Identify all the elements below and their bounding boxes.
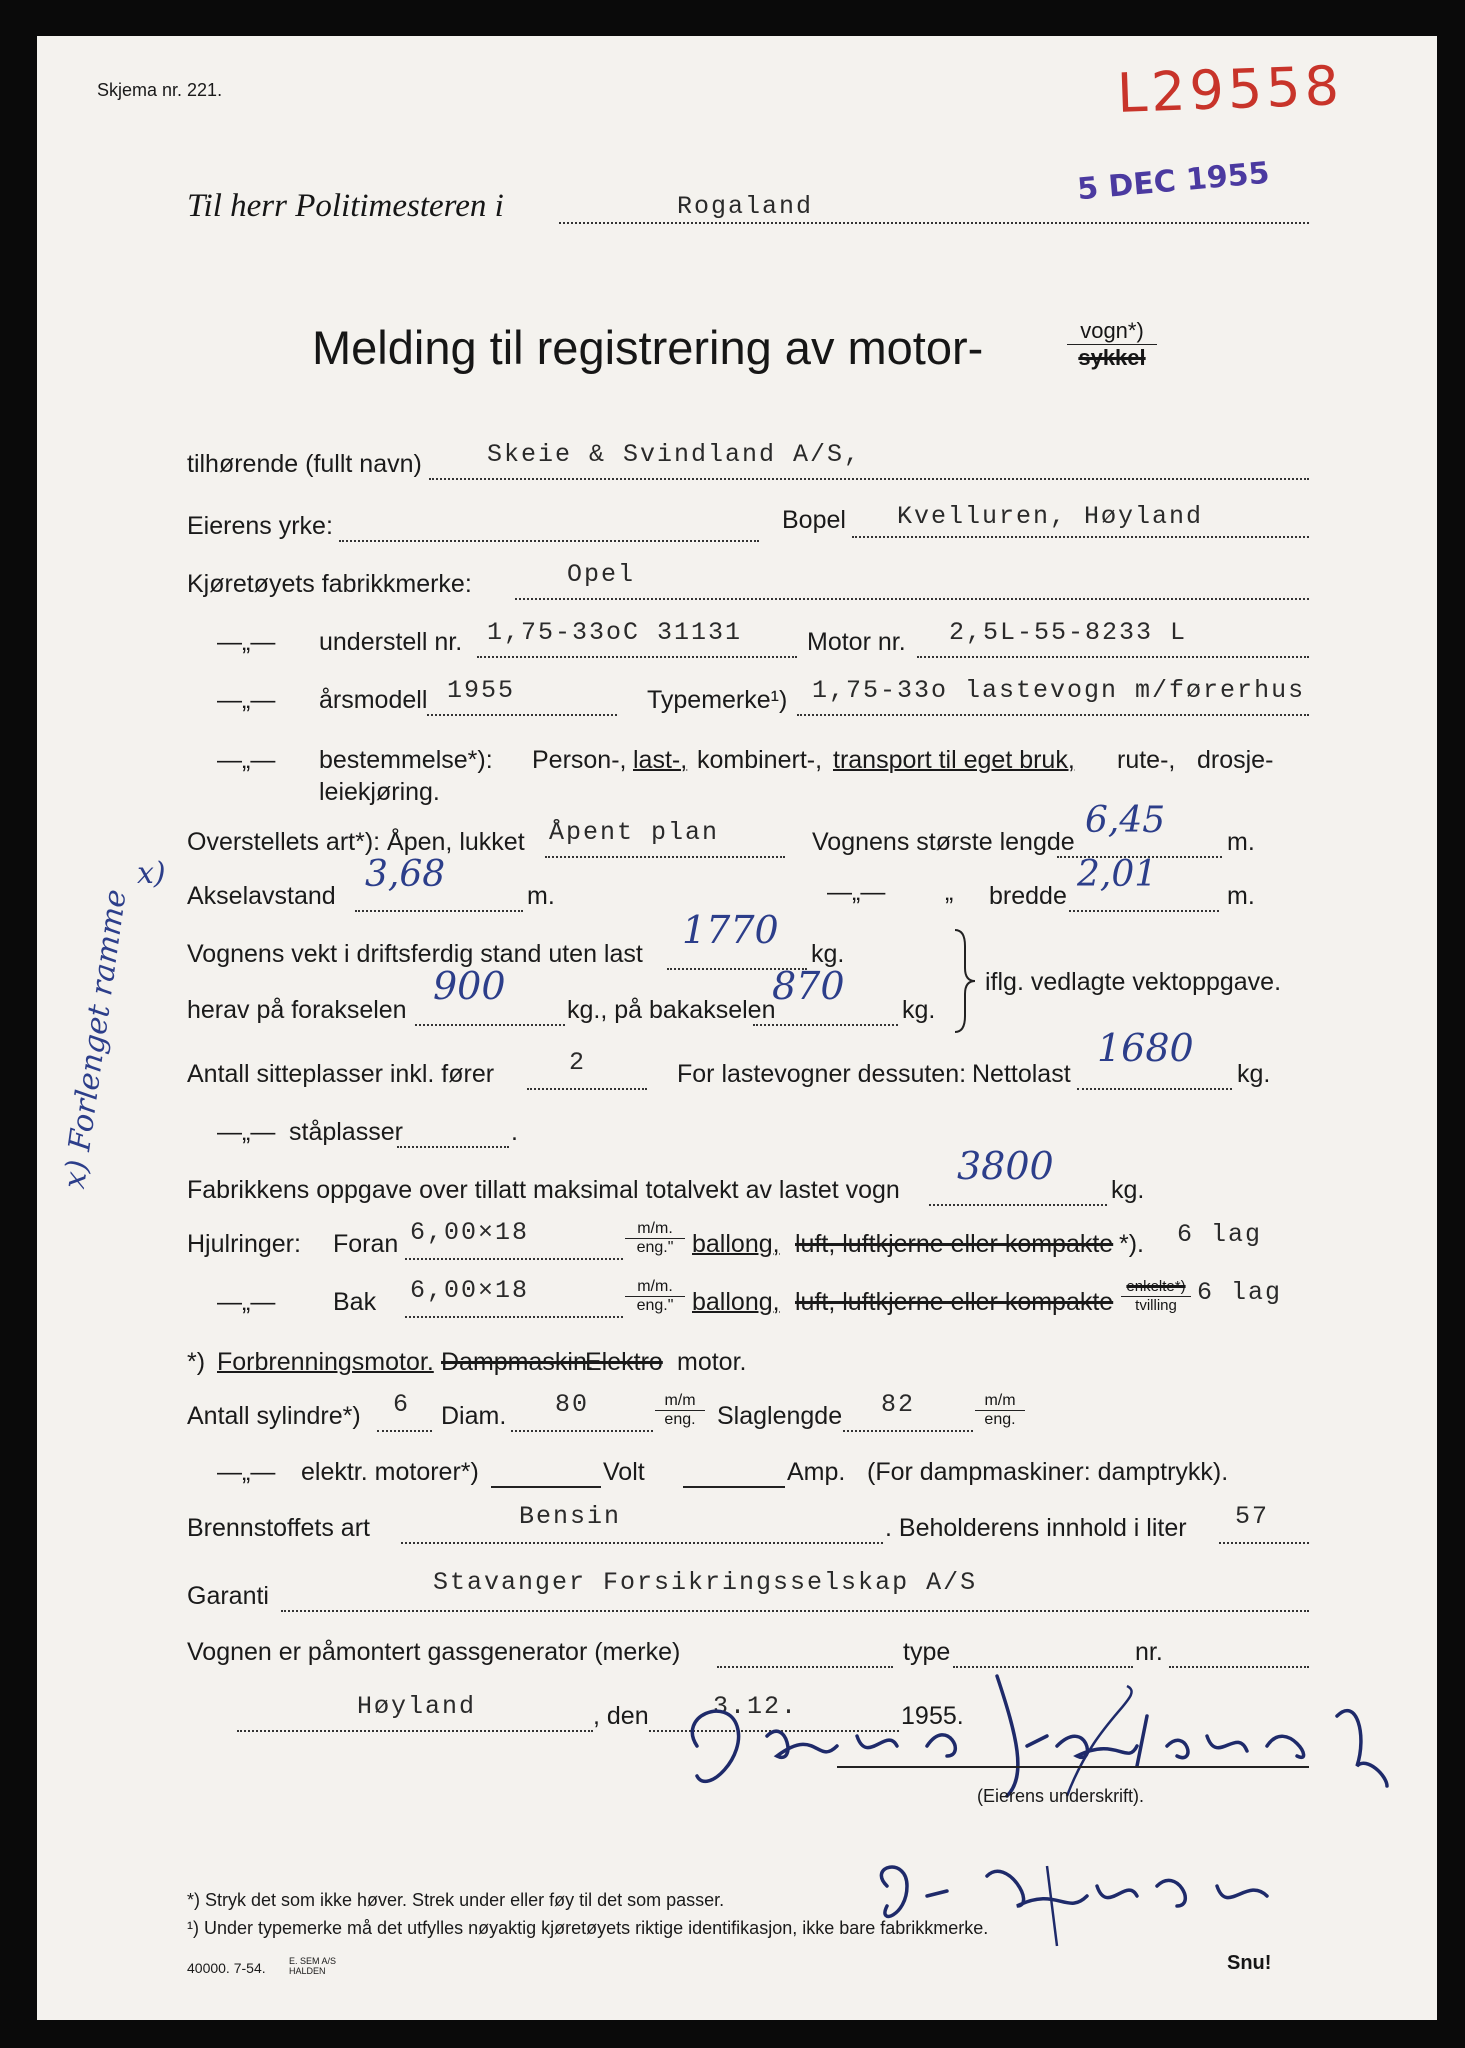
purpose-option-transport: transport til eget bruk, <box>833 746 1075 774</box>
second-signature <box>867 1846 1307 1956</box>
turn-over: Snu! <box>1227 1952 1272 1974</box>
type-value: 1,75-33o lastevogn m/førerhus <box>812 676 1306 705</box>
payload-label: Nettolast <box>972 1060 1071 1088</box>
front-axle-value: 900 <box>433 964 506 1008</box>
weight-value: 1770 <box>682 908 779 952</box>
unit-m: m. <box>527 882 555 910</box>
rear-axle-label: kg., på bakakselen <box>567 996 776 1024</box>
tank-value: 57 <box>1235 1502 1270 1531</box>
owner-value: Skeie & Svindland A/S, <box>487 440 862 469</box>
unit-kg: kg. <box>1111 1176 1145 1204</box>
footnote-2: ¹) Under typemerke må det utfylles nøyaktig kjøretøyets riktige identifikasjon, ikke bare fabrikkmerke. <box>187 1918 989 1938</box>
date-label: , den <box>593 1702 649 1730</box>
purpose-option-last: last-, <box>633 746 688 774</box>
purpose-option: rute-, <box>1117 746 1176 774</box>
purpose-line2: leiekjøring. <box>319 778 440 806</box>
unit-kg: kg. <box>811 940 845 968</box>
tire-struck-options: luft, luftkjerne eller kompakte <box>795 1288 1114 1316</box>
form-title: Melding til registrering av motor- <box>312 321 984 374</box>
owner-signature <box>667 1656 1407 1856</box>
tire-unit-fraction: m/m. eng." <box>625 1220 685 1257</box>
signature-label: (Eierens underskrift). <box>977 1786 1145 1806</box>
dash-3: —„— <box>217 746 276 774</box>
title-frac-bottom: sykkel <box>1078 345 1146 370</box>
maxweight-value: 3800 <box>957 1144 1054 1188</box>
owner-label: tilhørende (fullt navn) <box>187 450 422 478</box>
weight-label: Vognens vekt i driftsferdig stand uten last <box>187 940 643 968</box>
form-number: Skjema nr. 221. <box>97 80 223 100</box>
reference-number: L29558 <box>1115 54 1344 125</box>
unit-kg: kg. <box>1237 1060 1271 1088</box>
model-year-value: 1955 <box>447 676 516 705</box>
printer-name: E. SEM A/S HALDEN <box>289 1956 337 1976</box>
body-label: Overstellets art*): Åpen, lukket <box>187 828 525 856</box>
print-code: 40000. 7-54. <box>187 1960 266 1976</box>
width-value: 2,01 <box>1077 854 1158 895</box>
electric-label: elektr. motorer*) <box>301 1458 479 1486</box>
addressee-value: Rogaland <box>677 192 814 221</box>
seats-label: Antall sitteplasser inkl. fører <box>187 1060 495 1088</box>
weight-note: iflg. vedlagte vektoppgave. <box>985 968 1282 996</box>
place-value: Høyland <box>357 1692 477 1721</box>
date-value: 3.12. <box>713 1692 799 1721</box>
rear-label: Bak <box>333 1288 377 1316</box>
chassis-value: 1,75-33oC 31131 <box>487 618 743 647</box>
stroke-value: 82 <box>881 1390 916 1419</box>
year-prefix: 19 <box>901 1702 929 1730</box>
unit-kg: kg. <box>902 996 936 1024</box>
width-comma: „ <box>945 878 954 906</box>
steam-label: (For dampmaskiner: damptrykk). <box>867 1458 1229 1486</box>
tire-front-value: 6,00×18 <box>410 1218 530 1247</box>
dash-4: —„— <box>827 878 886 906</box>
gas-type-label: type <box>903 1638 951 1666</box>
volt-label: Volt <box>603 1458 645 1486</box>
weight-brace <box>951 926 981 1036</box>
tire-balloon: ballong, <box>692 1288 780 1316</box>
seats-value: 2 <box>569 1048 587 1077</box>
single-twin-fraction: enkelte*) tvilling <box>1121 1278 1191 1315</box>
chassis-label: understell nr. <box>319 628 463 656</box>
gas-label: Vognen er påmontert gassgenerator (merke) <box>187 1638 681 1666</box>
title-frac-top: vogn*) <box>1067 318 1157 345</box>
motor-steam: Dampmaskin. <box>441 1348 594 1376</box>
registration-form: Skjema nr. 221. L29558 5 DEC 1955 Til herr Politimesteren i Rogaland Melding til registrering av motor- vogn*) sykkel tilhørende (fullt navn) Skeie & Svindland A/S, Eierens yrke: Bopel Kvelluren, Høyland Kjøretøyets fabrikkmerke: Opel —„— understell nr. 1,75-33oC 31131 Motor nr. 2,5L-55-8233 L —„— årsmodell 1955 Typemerke¹) 1,75-33o lastevogn m/førerhus —„— bestemmelse*): Person-, last-, kombinert-, transport til eget bruk, rute-, drosje- leiekjøring. Overstellets art*): Åpen, lukket Åpent plan Vognens største lengde 6,45 m. x) Akselavstand 3,68 m. —„— „ bredde 2,01 m. Vognens vekt i driftsferdig stand uten last 1770 kg. herav på forakselen 900 kg., på bakakselen 870 kg. iflg. vedlagte vektoppgave. Antall sitteplasser inkl. fører 2 For lastevogner dessuten: Nettolast 1680 kg. —„— ståplasser . Fabrikkens oppgave over tillatt maksimal totalvekt av lastet vogn 3800 kg. Hjulringer: Foran 6,00×18 m/m. eng." ballong, luft, luftkjerne eller kompakte *). 6 lag —„— Bak 6,00×18 m/m. eng." ballong, luft, luftkjerne eller kompakte enkelte*) tvilling 6 lag *) Forbrenningsmotor. Dampmaskin. Elektro motor. Antall sylindre*) 6 Diam. 80 m/m eng. Slaglengde 82 m/m eng. —„— elektr. motorer*) Volt Amp. (For dampmaskiner: damptrykk). Brennstoffets art Bensin . Beholderens innhold i liter 57 Garanti Stavanger Forsikringsselskap A/S Vognen er påmontert gassgenerator (merke) type nr. Høyland , den 3.12. 19 55. (Eierens underskrift). x) Forlenget ramme *) Stryk det som ikke høver. Strek under eller føy til det som passer. ¹) Under typemerke må det utfylles nøyaktig kjøretøyets riktige identifikasjon, ikke bare fabrikkmerke. 40000. 7-54. E. SEM A/S HALDEN Snu! <box>37 36 1437 2020</box>
fuel-label: Brennstoffets art <box>187 1514 370 1542</box>
motor-electric: Elektro <box>585 1348 663 1376</box>
dash-7: —„— <box>217 1458 276 1486</box>
addressee-label: Til herr Politimesteren i <box>187 188 504 224</box>
footnote-1: *) Stryk det som ikke høver. Strek under eller føy til det som passer. <box>187 1890 725 1910</box>
wheelbase-value: 3,68 <box>365 854 446 895</box>
length-label: Vognens største lengde <box>812 828 1075 856</box>
tank-label: . Beholderens innhold i liter <box>885 1514 1187 1542</box>
purpose-option: Person-, <box>532 746 627 774</box>
diam-label: Diam. <box>441 1402 507 1430</box>
amp-label: Amp. <box>787 1458 846 1486</box>
wheelbase-label: Akselavstand <box>187 882 336 910</box>
engine-value: 2,5L-55-8233 L <box>949 618 1188 647</box>
stroke-label: Slaglengde <box>717 1402 843 1430</box>
fuel-value: Bensin <box>519 1502 622 1531</box>
length-value: 6,45 <box>1085 800 1166 841</box>
dash-5: —„— <box>217 1118 276 1146</box>
dash-1: —„— <box>217 628 276 656</box>
engine-label: Motor nr. <box>807 628 906 656</box>
tire-unit-fraction: m/m. eng." <box>625 1278 685 1315</box>
payload-value: 1680 <box>1097 1026 1194 1070</box>
margin-note: x) Forlenget ramme <box>57 887 134 1191</box>
ply-rear: 6 lag <box>1197 1278 1283 1307</box>
purpose-option: kombinert-, <box>697 746 823 774</box>
make-label: Kjøretøyets fabrikkmerke: <box>187 570 472 598</box>
title-fraction <box>1067 318 1157 371</box>
margin-mark: x) <box>137 856 166 891</box>
body-value: Åpent plan <box>549 818 720 847</box>
addressee-line <box>559 222 1309 224</box>
type-label: Typemerke¹) <box>647 686 788 714</box>
unit-m: m. <box>1227 828 1255 856</box>
year-value: 55. <box>929 1702 964 1730</box>
tire-rear-value: 6,00×18 <box>410 1276 530 1305</box>
motor-electric-rest: motor. <box>677 1348 747 1376</box>
standing-label: ståplasser <box>289 1118 403 1146</box>
guarantee-label: Garanti <box>187 1582 269 1610</box>
front-axle-label: herav på forakselen <box>187 996 407 1024</box>
cylinders-label: Antall sylindre*) <box>187 1402 361 1430</box>
purpose-label: bestemmelse*): <box>319 746 493 774</box>
diam-unit-fraction: m/m eng. <box>655 1392 705 1429</box>
gas-nr-label: nr. <box>1135 1638 1163 1666</box>
residence-label: Bopel <box>782 506 846 534</box>
trucks-label: For lastevogner dessuten: <box>677 1060 967 1088</box>
wheels-label: Hjulringer: <box>187 1230 301 1258</box>
dash-6: —„— <box>217 1288 276 1316</box>
ply-front: 6 lag <box>1177 1220 1263 1249</box>
dash-2: —„— <box>217 686 276 714</box>
tire-balloon: ballong, <box>692 1230 780 1258</box>
model-year-label: årsmodell <box>319 686 428 714</box>
front-label: Foran <box>333 1230 399 1258</box>
motor-prefix: *) <box>187 1348 206 1376</box>
occupation-label: Eierens yrke: <box>187 512 333 540</box>
guarantee-value: Stavanger Forsikringsselskap A/S <box>433 1568 978 1597</box>
purpose-option: drosje- <box>1197 746 1274 774</box>
motor-combustion: Forbrenningsmotor. <box>217 1348 434 1376</box>
make-value: Opel <box>567 560 636 589</box>
stroke-unit-fraction: m/m eng. <box>975 1392 1025 1429</box>
tire-suffix: *). <box>1119 1230 1144 1258</box>
residence-value: Kvelluren, Høyland <box>897 502 1204 531</box>
cylinders-value: 6 <box>393 1390 411 1419</box>
unit-m: m. <box>1227 882 1255 910</box>
width-label: bredde <box>989 882 1067 910</box>
rear-axle-value: 870 <box>772 964 845 1008</box>
date-stamp: 5 DEC 1955 <box>1075 155 1271 208</box>
maxweight-label: Fabrikkens oppgave over tillatt maksimal totalvekt av lastet vogn <box>187 1176 900 1204</box>
diam-value: 80 <box>555 1390 590 1419</box>
tire-struck-options: luft, luftkjerne eller kompakte <box>795 1230 1114 1258</box>
